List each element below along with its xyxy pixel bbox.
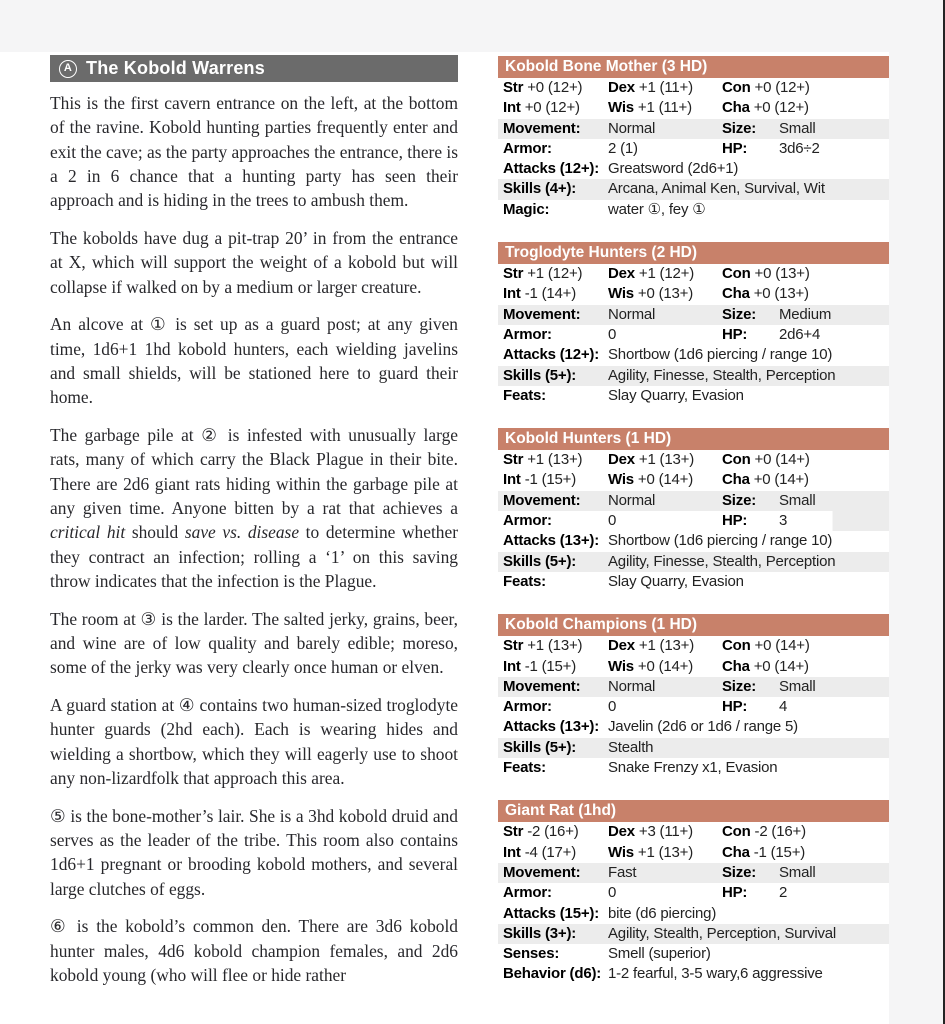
stat-row: [498, 511, 889, 531]
ability-name: Dex: [608, 79, 635, 96]
paragraph: [50, 226, 458, 299]
stat-value: Slay Quarry, Evasion: [608, 572, 744, 590]
stat-label: [722, 305, 756, 325]
ability-name: Cha: [722, 471, 750, 489]
ability-cell: Wis +0 (14+): [608, 471, 694, 489]
stat-value: Slay Quarry, Evasion: [608, 386, 744, 404]
stat-value: Shortbow (1d6 piercing / range 10): [608, 532, 833, 550]
ability-row: [498, 264, 889, 284]
ability-cell: Con +0 (13+): [722, 265, 810, 283]
stat-value: 2d6+4: [779, 325, 821, 343]
ability-name: Str: [503, 79, 524, 96]
stat-label-text: Skills (5+):: [503, 552, 577, 570]
section-header: [50, 55, 458, 82]
stat-label: [503, 944, 559, 964]
stat-value: 3d6÷2: [779, 139, 820, 157]
text-segment: should: [125, 522, 185, 543]
ability-name: Dex: [608, 451, 635, 469]
text-segment: ⑤ is the bone-mother’s lair. She is a 3hd kobold druid and serves as the leader of the tribe. This room also contains 1d6+1 pregnant or brooding kobold mothers, and several large clutches of eggs.: [50, 805, 458, 899]
stat-block-title: Giant Rat (1hd): [498, 800, 889, 822]
stat-label: [503, 883, 552, 903]
ability-name: Cha: [722, 843, 750, 861]
stat-label: [722, 863, 756, 883]
stat-value: Agility, Finesse, Stealth, Perception: [608, 366, 836, 384]
ability-name: Cha: [722, 99, 750, 117]
ability-name: Int: [503, 657, 521, 675]
ability-name: Str: [503, 823, 524, 841]
stat-label: [503, 964, 601, 984]
stat-row: [498, 366, 889, 386]
ability-cell: Str +0 (12+): [503, 79, 583, 96]
stat-label: [722, 139, 747, 159]
stat-label: [503, 531, 599, 551]
ability-name: Wis: [608, 657, 634, 675]
stat-value: Snake Frenzy x1, Evasion: [608, 759, 778, 777]
ability-cell: Cha +0 (14+): [722, 471, 809, 489]
ability-name: Cha: [722, 657, 750, 675]
stat-row: [498, 491, 889, 511]
ability-row: [498, 98, 889, 118]
stat-label-text: Feats:: [503, 759, 546, 777]
italic-text: save vs. disease: [184, 522, 300, 543]
stat-block: [498, 242, 889, 406]
stat-value: Small: [779, 677, 816, 695]
stat-label-text: HP:: [722, 884, 748, 902]
stat-label-text: Skills (3+):: [503, 924, 577, 942]
ability-name: Dex: [608, 265, 635, 283]
stat-value: Small: [779, 119, 816, 137]
stat-row: [498, 139, 889, 159]
ability-cell: Cha +0 (13+): [722, 285, 809, 303]
stat-label-text: Size:: [722, 491, 757, 509]
stat-value: Normal: [608, 119, 656, 137]
stat-value: 4: [779, 698, 788, 716]
stat-label: [503, 738, 576, 758]
stat-label-text: HP:: [722, 698, 748, 716]
stat-value: 0: [608, 698, 617, 716]
stat-label-text: Feats:: [503, 386, 546, 404]
stat-label: [722, 119, 756, 139]
stat-row: [498, 944, 889, 964]
ability-name: Str: [503, 451, 524, 469]
stat-row: [498, 531, 889, 551]
stat-row: [498, 200, 889, 220]
ability-cell: Int -1 (15+): [503, 471, 577, 489]
stat-label-text: Magic:: [503, 200, 550, 218]
ability-row: [498, 822, 889, 842]
ability-cell: Con -2 (16+): [722, 823, 806, 841]
stat-value: Small: [779, 863, 816, 881]
stat-row: [498, 697, 889, 717]
ability-name: Wis: [608, 99, 634, 117]
paragraph: [50, 804, 458, 901]
stat-row: [498, 717, 889, 737]
stat-value: Normal: [608, 677, 656, 695]
stat-label-text: Size:: [722, 863, 757, 881]
ability-cell: Str +1 (13+): [503, 451, 583, 469]
stat-row: [498, 345, 889, 365]
stat-label-text: Armor:: [503, 325, 552, 343]
stat-label: [722, 491, 756, 511]
ability-name: Str: [503, 265, 524, 283]
stat-label: [503, 511, 552, 531]
stat-label-text: HP:: [722, 139, 748, 157]
stat-label: [503, 200, 549, 220]
ability-name: Int: [503, 99, 521, 117]
ability-cell: Str +1 (12+): [503, 265, 583, 283]
stat-row: [498, 572, 889, 592]
stat-value: Shortbow (1d6 piercing / range 10): [608, 346, 833, 364]
stat-block: [498, 428, 889, 592]
section-body-text: [50, 91, 458, 987]
ability-name: Wis: [608, 843, 634, 861]
stat-row: [498, 325, 889, 345]
text-segment: The garbage pile at ② is infested with unusually large rats, many of which carry the Black Plague in their bite. There are 2d6 giant rats hiding within the garbage pile at any given time. Anyone bitten by a rat that achieves a: [50, 425, 458, 518]
stat-label: [503, 491, 580, 511]
ability-cell: Wis +0 (13+): [608, 285, 694, 303]
stat-value: Normal: [608, 491, 656, 509]
stat-value: Small: [779, 491, 816, 509]
stat-label-text: Senses:: [503, 945, 560, 963]
stat-value: Javelin (2d6 or 1d6 / range 5): [608, 718, 798, 736]
stat-label: [503, 305, 580, 325]
stat-label: [503, 572, 546, 592]
ability-name: Con: [722, 79, 751, 96]
stat-block: [498, 614, 889, 778]
ability-name: Con: [722, 637, 751, 655]
stat-label-text: Armor:: [503, 139, 552, 157]
text-segment: A guard station at ④ contains two human-sized troglodyte hunter guards (2hd each). Each is wearing hides and wielding a shortbow, which they will eagerly use to shoot any non-lizardfolk that approach this area.: [50, 695, 458, 788]
stat-block-title: Kobold Champions (1 HD): [498, 614, 889, 636]
stat-label: [722, 883, 747, 903]
stat-value: 0: [608, 884, 617, 902]
stat-row: [498, 305, 889, 325]
stat-label-text: HP:: [722, 512, 748, 530]
stat-block: [498, 800, 889, 984]
ability-cell: Cha +0 (14+): [722, 657, 809, 675]
ability-name: Dex: [608, 637, 635, 655]
stat-value: Smell (superior): [608, 945, 711, 963]
ability-cell: Str -2 (16+): [503, 823, 579, 841]
stat-label-text: Attacks (12+):: [503, 160, 599, 178]
stat-label-text: Attacks (13+):: [503, 718, 599, 736]
stat-row: [498, 924, 889, 944]
circled-a-marker-icon: A: [59, 60, 77, 78]
stat-label-text: Movement:: [503, 863, 581, 881]
paragraph: [50, 607, 458, 680]
stat-label-text: Size:: [722, 305, 757, 323]
text-segment: to determine whether they contract an infection; rolling a ‘1’ on this saving throw indicates that the infection is the Plague.: [50, 522, 458, 591]
stat-label: [503, 179, 576, 199]
left-column: [50, 55, 458, 1001]
ability-cell: Con +0 (14+): [722, 637, 810, 655]
ability-row: [498, 843, 889, 863]
stat-row: [498, 386, 889, 406]
ability-cell: Int +0 (12+): [503, 99, 580, 117]
stat-label: [503, 386, 546, 406]
ability-row: [498, 78, 889, 98]
stat-label: [503, 697, 552, 717]
ability-name: Cha: [722, 285, 750, 303]
stat-row: [498, 738, 889, 758]
stat-label-text: Movement:: [503, 677, 581, 695]
ability-name: Int: [503, 471, 521, 489]
ability-name: Int: [503, 285, 521, 303]
stat-value: Normal: [608, 305, 656, 323]
stat-label-text: HP:: [722, 325, 748, 343]
ability-row: [498, 657, 889, 677]
stat-label: [503, 863, 580, 883]
stat-label: [722, 325, 747, 345]
ability-cell: Wis +0 (14+): [608, 657, 694, 675]
ability-row: [498, 636, 889, 656]
ability-cell: Dex +1 (13+): [608, 451, 694, 469]
ability-name: Con: [722, 451, 751, 469]
stat-label-text: Armor:: [503, 884, 552, 902]
stat-value: 2 (1): [608, 139, 638, 157]
stat-row: [498, 677, 889, 697]
stat-label-text: Armor:: [503, 698, 552, 716]
ability-row: [498, 450, 889, 470]
stat-value: Stealth: [608, 738, 654, 756]
stat-label: [503, 904, 599, 924]
stat-label-text: Attacks (13+):: [503, 532, 599, 550]
paragraph: [50, 693, 458, 790]
ability-cell: Dex +1 (13+): [608, 637, 694, 655]
document-page: [0, 52, 889, 1024]
ability-name: Con: [722, 823, 751, 841]
ability-cell: Wis +1 (13+): [608, 843, 694, 861]
ability-cell: Dex +1 (11+): [608, 79, 693, 96]
stat-value: bite (d6 piercing): [608, 904, 717, 922]
ability-cell: Dex +3 (11+): [608, 823, 693, 841]
ability-cell: Dex +1 (12+): [608, 265, 694, 283]
stat-label: [503, 159, 599, 179]
ability-cell: Int -1 (14+): [503, 285, 577, 303]
paragraph: [50, 312, 458, 409]
stat-value: water ①, fey ①: [608, 200, 706, 218]
stat-label-text: Armor:: [503, 512, 552, 530]
stat-block-column: [498, 56, 889, 1007]
ability-row: [498, 470, 889, 490]
stat-label-text: Attacks (12+):: [503, 346, 599, 364]
stat-value: Agility, Stealth, Perception, Survival: [608, 924, 837, 942]
stat-label: [503, 139, 552, 159]
stat-value: Medium: [779, 305, 832, 323]
ability-name: Int: [503, 843, 521, 861]
text-segment: The kobolds have dug a pit-trap 20’ in from the entrance at X, which will support the weight of a kobold but will collapse if walked on by a medium or larger creature.: [50, 227, 458, 297]
stat-row: [498, 883, 889, 903]
stat-label: [503, 366, 576, 386]
stat-label: [503, 717, 599, 737]
stat-label: [503, 119, 580, 139]
stat-value: 0: [608, 325, 617, 343]
ability-cell: Str +1 (13+): [503, 637, 583, 655]
ability-cell: Con +0 (14+): [722, 451, 810, 469]
stat-label: [503, 552, 576, 572]
text-segment: ⑥ is the kobold’s common den. There are 3d6 kobold hunter males, 4d6 kobold champion females, and 2d6 kobold young (who will flee or hide rather: [50, 916, 458, 985]
stat-label-text: Movement:: [503, 491, 581, 509]
ability-cell: Con +0 (12+): [722, 79, 810, 96]
stat-row: [498, 964, 889, 984]
stat-label: [503, 924, 576, 944]
stat-block-title: Kobold Bone Mother (3 HD): [498, 56, 889, 78]
stat-row: [498, 119, 889, 139]
stat-label: [503, 758, 546, 778]
stat-label: [503, 677, 580, 697]
stat-value: Fast: [608, 863, 637, 881]
stat-value: 3: [779, 512, 788, 530]
ability-row: [498, 284, 889, 304]
ability-name: Dex: [608, 823, 635, 841]
text-segment: The room at ③ is the larder. The salted jerky, grains, beer, and wine are of low quality and barely edible; moreso, some of the jerky was very clearly once human or elven.: [50, 608, 458, 678]
stat-label-text: Movement:: [503, 119, 581, 137]
ability-name: Con: [722, 265, 751, 283]
stat-label: [722, 697, 747, 717]
stat-label: [722, 511, 747, 531]
stat-label: [722, 677, 756, 697]
stat-row: [498, 904, 889, 924]
stat-value: 1-2 fearful, 3-5 wary,6 aggressive: [608, 965, 823, 983]
section-title: The Kobold Warrens: [86, 58, 265, 78]
ability-cell: Cha -1 (15+): [722, 843, 806, 861]
stat-block: [498, 56, 889, 220]
stat-label-text: Size:: [722, 677, 757, 695]
ability-name: Wis: [608, 471, 634, 489]
stat-value: Arcana, Animal Ken, Survival, Wit: [608, 180, 825, 198]
stat-row: [498, 758, 889, 778]
stat-label-text: Behavior (d6):: [503, 965, 602, 983]
stat-value: Greatsword (2d6+1): [608, 160, 739, 178]
paragraph: [50, 423, 458, 593]
ability-name: Str: [503, 637, 524, 655]
stat-block-title: Kobold Hunters (1 HD): [498, 428, 889, 450]
text-segment: This is the first cavern entrance on the left, at the bottom of the ravine. Kobold hunting parties frequently enter and exit the cave; as the party approaches the entrance, there is a 2 in 6 chance that a hunting party has seen their approach and is hiding in the trees to ambush them.: [50, 93, 459, 211]
stat-label-text: Attacks (15+):: [503, 904, 599, 922]
stat-row: [498, 863, 889, 883]
stat-label-text: Movement:: [503, 305, 581, 323]
ability-cell: Wis +1 (11+): [608, 99, 692, 117]
ability-cell: Int -1 (15+): [503, 657, 577, 675]
stat-label-text: Skills (4+):: [503, 180, 577, 198]
stat-block-title: Troglodyte Hunters (2 HD): [498, 242, 889, 264]
stat-value: 2: [779, 884, 788, 902]
ability-name: Wis: [608, 285, 634, 303]
stat-row: [498, 179, 889, 199]
stat-label: [503, 345, 599, 365]
paragraph: [50, 914, 458, 987]
paragraph: [50, 91, 458, 212]
stat-label-text: Skills (5+):: [503, 738, 577, 756]
stat-row: [498, 159, 889, 179]
stat-row: [498, 552, 889, 572]
stat-label: [503, 325, 552, 345]
ability-cell: Int -4 (17+): [503, 843, 577, 861]
stat-label-text: Feats:: [503, 572, 546, 590]
ability-cell: Cha +0 (12+): [722, 99, 809, 117]
stat-value: 0: [608, 512, 617, 530]
stat-label-text: Skills (5+):: [503, 366, 577, 384]
stat-label-text: Size:: [722, 119, 757, 137]
stat-value: Agility, Finesse, Stealth, Perception: [608, 552, 836, 570]
italic-text: critical hit: [50, 522, 126, 543]
text-segment: An alcove at ① is set up as a guard post; at any given time, 1d6+1 1hd kobold hunters, each wielding javelins and small shields, will be stationed here to guard their home.: [50, 314, 458, 408]
